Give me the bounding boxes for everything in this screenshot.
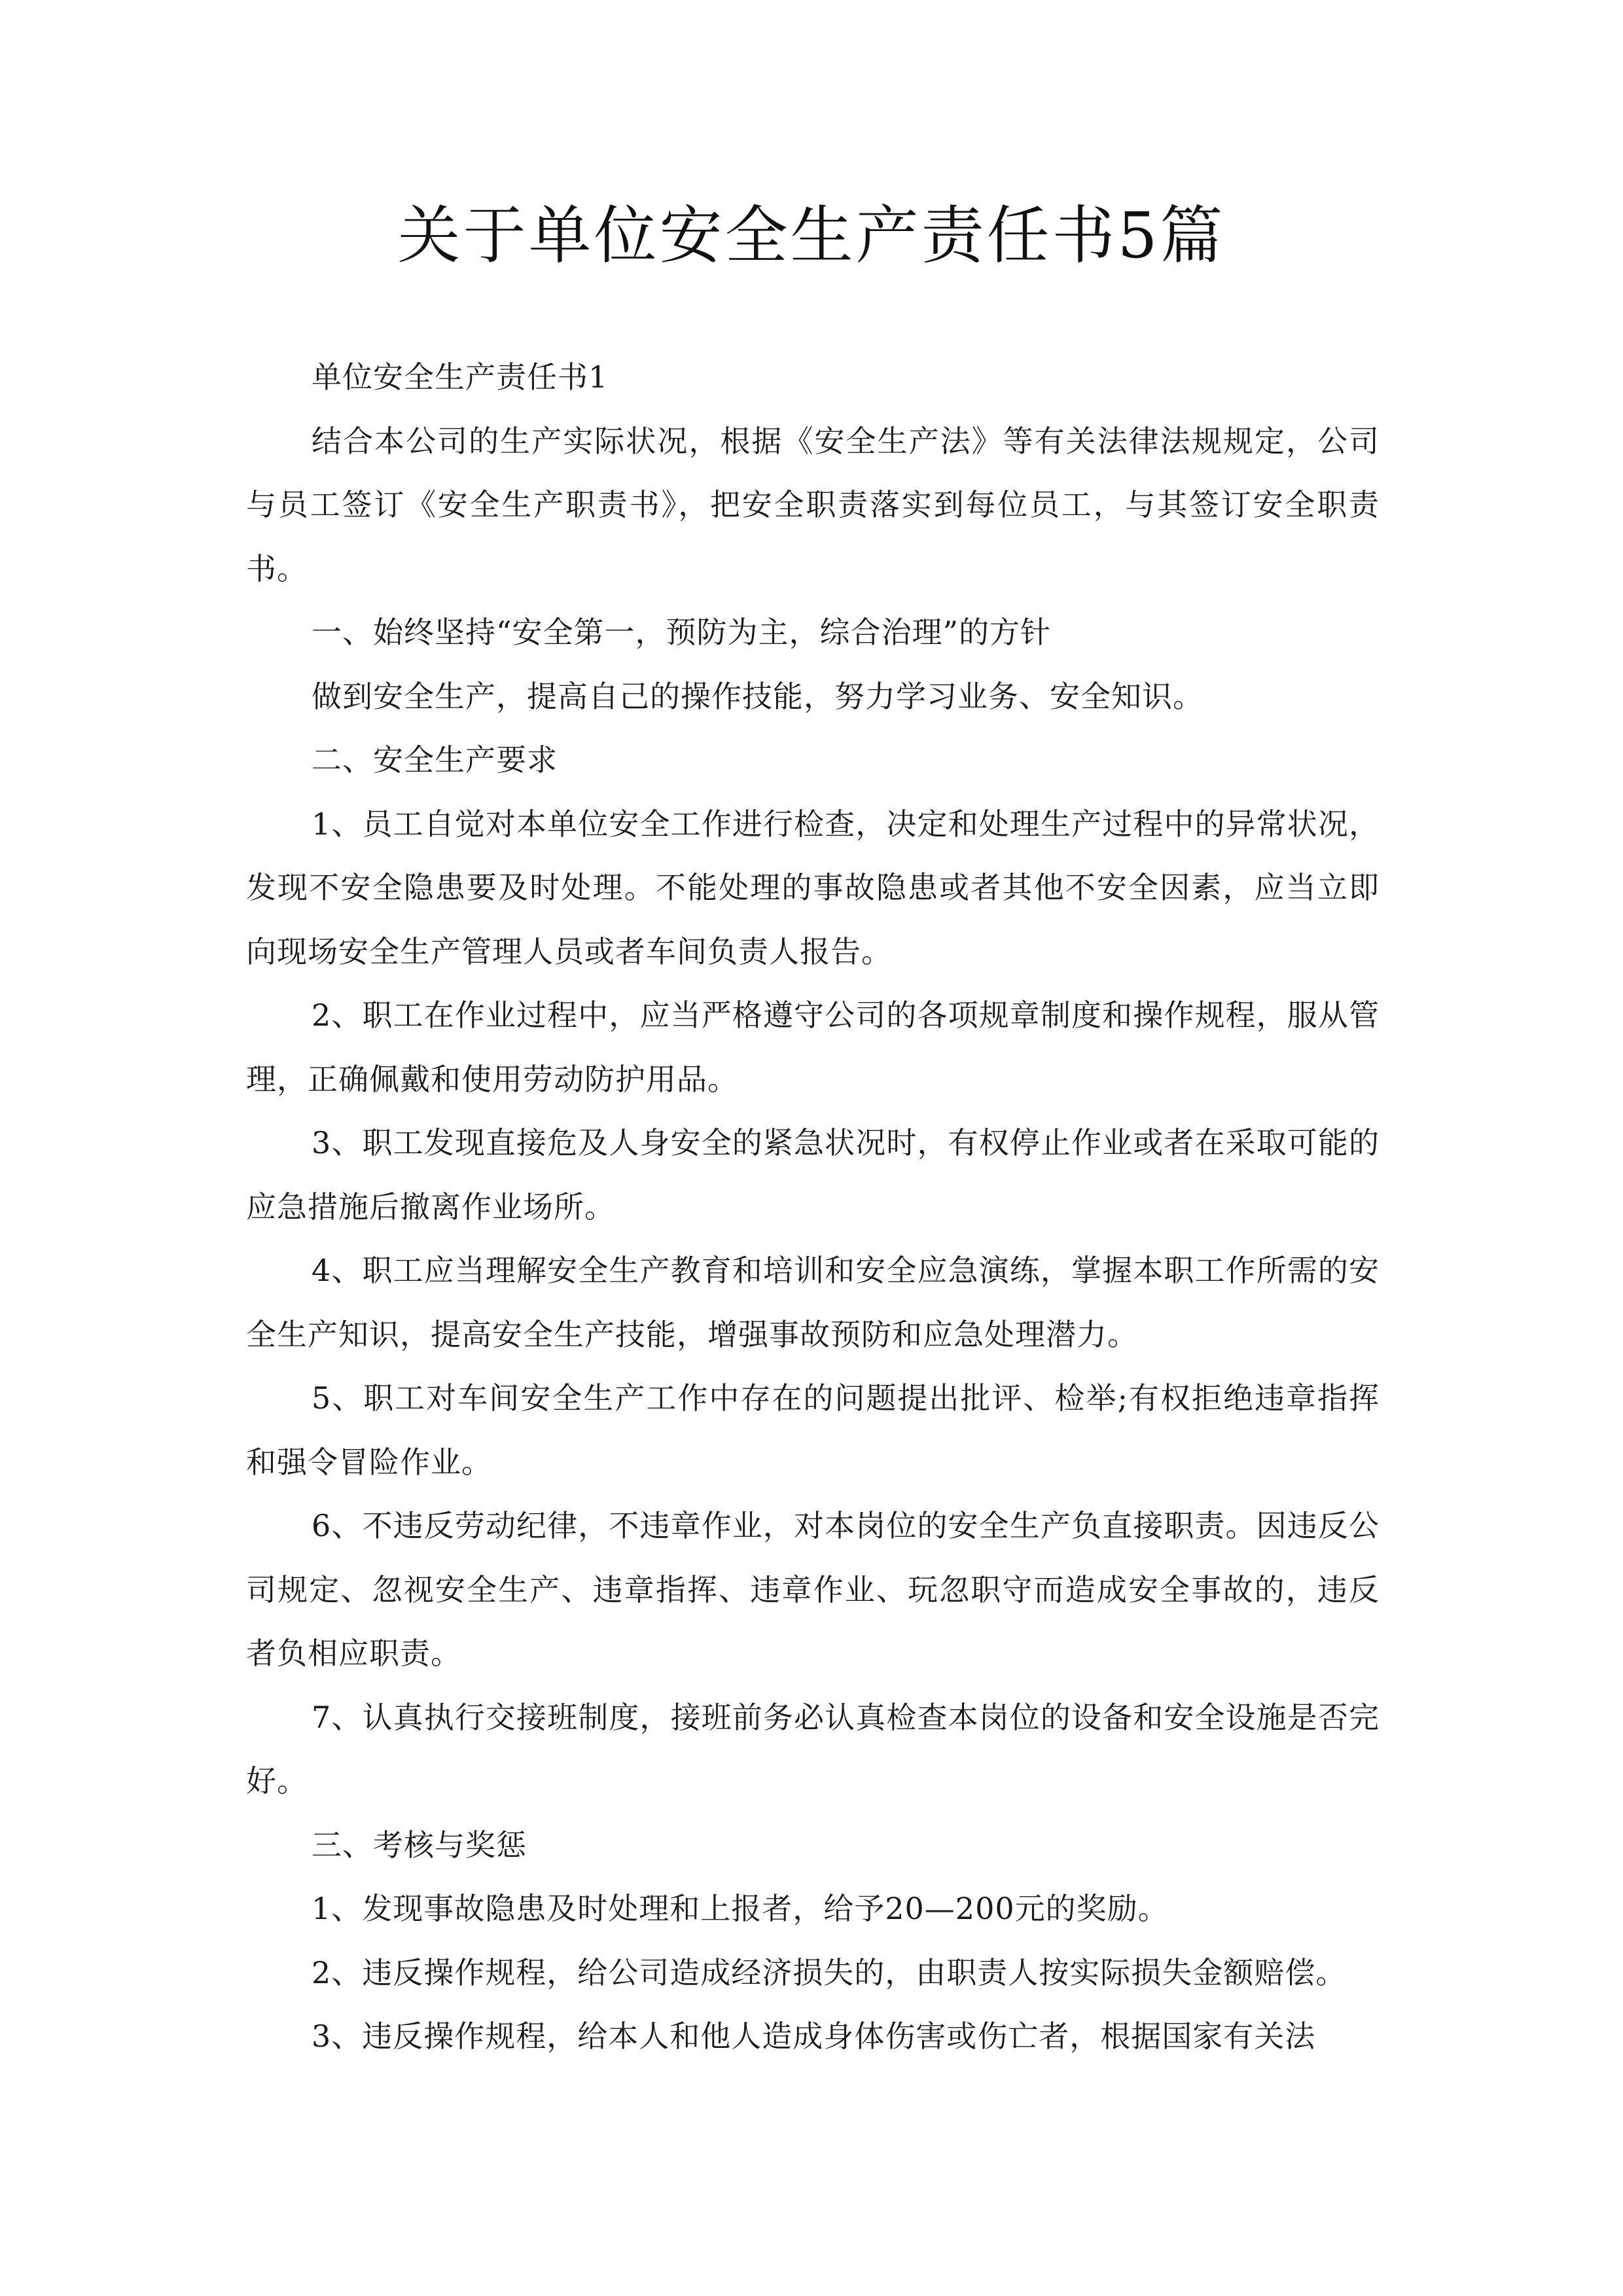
document-body	[246, 346, 1380, 2069]
list-item: 6、不违反劳动纪律，不违章作业，对本岗位的安全生产负直接职责。因违反公司规定、忽视安全生产、违章指挥、违章作业、玩忽职守而造成安全事故的，违反者负相应职责。	[246, 1508, 1380, 1671]
list-item: 4、职工应当理解安全生产教育和培训和安全应急演练，掌握本职工作所需的安全生产知识，提高安全生产技能，增强事故预防和应急处理潜力。	[246, 1253, 1380, 1352]
list-item: 7、认真执行交接班制度，接班前务必认真检查本岗位的设备和安全设施是否完好。	[246, 1699, 1380, 1799]
list-item: 3、违反操作规程，给本人和他人造成身体伤害或伤亡者，根据国家有关法	[312, 2018, 1316, 2054]
section-heading: 单位安全生产责任书1	[312, 359, 609, 395]
section-heading: 三、考核与奖惩	[312, 1827, 527, 1863]
list-item: 1、员工自觉对本单位安全工作进行检查，决定和处理生产过程中的异常状况，发现不安全隐患要及时处理。不能处理的事故隐患或者其他不安全因素，应当立即向现场安全生产管理人员或者车间负责人报告。	[246, 806, 1380, 969]
list-item: 5、职工对车间安全生产工作中存在的问题提出批评、检举;有权拒绝违章指挥和强令冒险作业。	[246, 1380, 1380, 1480]
list-item: 1、发现事故隐患及时处理和上报者，给予20—200元的奖励。	[312, 1891, 1169, 1926]
list-item: 2、职工在作业过程中，应当严格遵守公司的各项规章制度和操作规程，服从管理，正确佩戴和使用劳动防护用品。	[246, 997, 1380, 1097]
section-heading: 一、始终坚持“安全第一，预防为主，综合治理”的方针	[312, 615, 1052, 650]
list-item: 2、违反操作规程，给公司造成经济损失的，由职责人按实际损失金额赔偿。	[312, 1954, 1347, 1990]
list-item: 3、职工发现直接危及人身安全的紧急状况时，有权停止作业或者在采取可能的应急措施后撤离作业场所。	[246, 1125, 1380, 1225]
section-heading: 二、安全生产要求	[312, 742, 558, 778]
body-paragraph: 结合本公司的生产实际状况，根据《安全生产法》等有关法律法规规定，公司与员工签订《安全生产职责书》，把安全职责落实到每位员工，与其签订安全职责书。	[246, 423, 1380, 586]
document-title: 关于单位安全生产责任书5篇	[397, 199, 1226, 272]
body-paragraph: 做到安全生产，提高自己的操作技能，努力学习业务、安全知识。	[312, 678, 1204, 714]
